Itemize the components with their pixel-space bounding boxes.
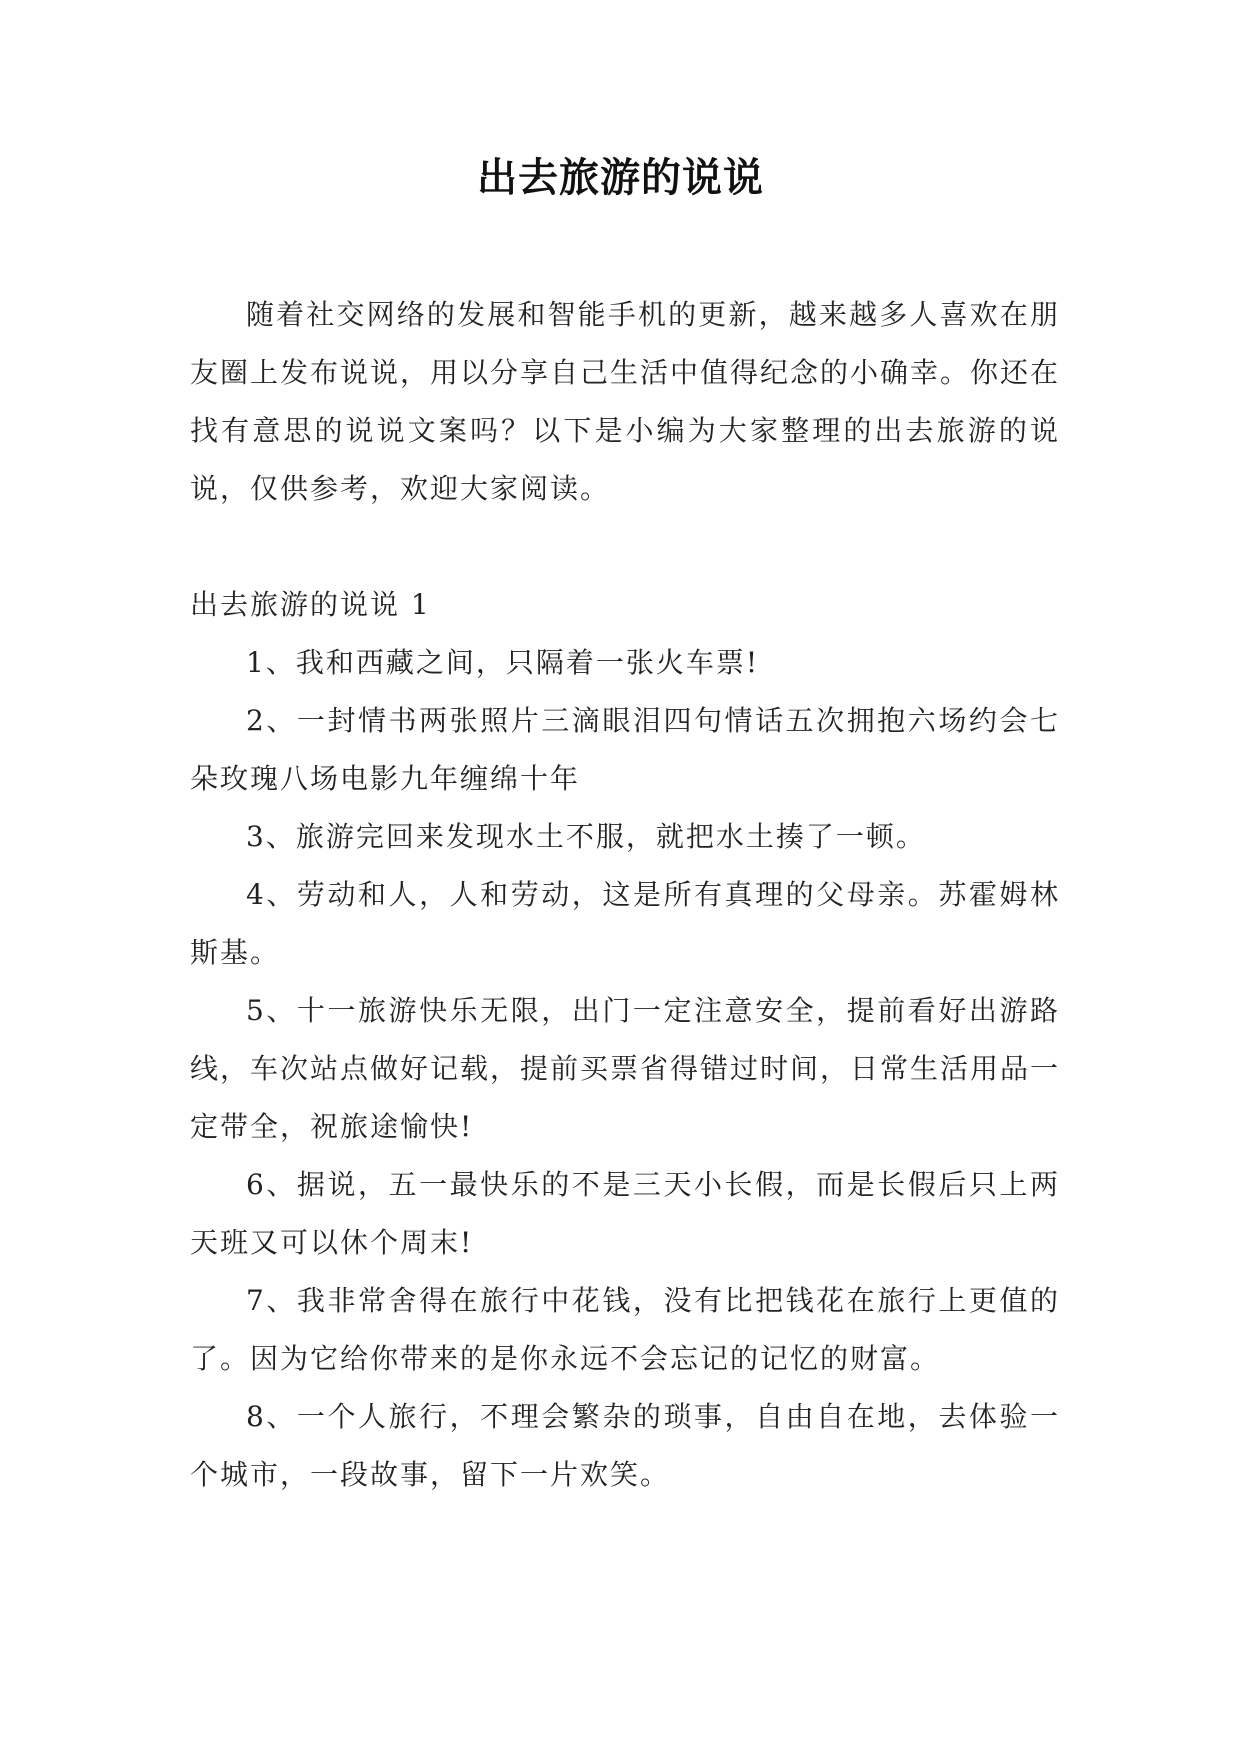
page-title: 出去旅游的说说 bbox=[477, 154, 764, 201]
list-item: 3、旅游完回来发现水土不服，就把水土揍了一顿。 bbox=[246, 820, 926, 853]
section-heading: 出去旅游的说说 1 bbox=[190, 588, 431, 621]
list-item: 8、一个人旅行，不理会繁杂的琐事，自由自在地，去体验一个城市，一段故事，留下一片欢笑。 bbox=[190, 1400, 1060, 1491]
list-item: 1、我和西藏之间，只隔着一张火车票! bbox=[246, 646, 760, 679]
document-body bbox=[190, 286, 1060, 1504]
list-item: 2、一封情书两张照片三滴眼泪四句情话五次拥抱六场约会七朵玫瑰八场电影九年缠绵十年 bbox=[190, 704, 1060, 795]
list-item: 4、劳动和人，人和劳动，这是所有真理的父母亲。苏霍姆林斯基。 bbox=[190, 878, 1060, 969]
intro-paragraph: 随着社交网络的发展和智能手机的更新，越来越多人喜欢在朋友圈上发布说说，用以分享自己生活中值得纪念的小确幸。你还在找有意思的说说文案吗？以下是小编为大家整理的出去旅游的说说，仅供参考，欢迎大家阅读。 bbox=[190, 298, 1061, 505]
list-item: 5、十一旅游快乐无限，出门一定注意安全，提前看好出游路线，车次站点做好记载，提前买票省得错过时间，日常生活用品一定带全，祝旅途愉快! bbox=[190, 994, 1061, 1143]
list-item: 6、据说，五一最快乐的不是三天小长假，而是长假后只上两天班又可以休个周末! bbox=[190, 1168, 1060, 1259]
list-item: 7、我非常舍得在旅行中花钱，没有比把钱花在旅行上更值的了。因为它给你带来的是你永远不会忘记的记忆的财富。 bbox=[190, 1284, 1060, 1375]
